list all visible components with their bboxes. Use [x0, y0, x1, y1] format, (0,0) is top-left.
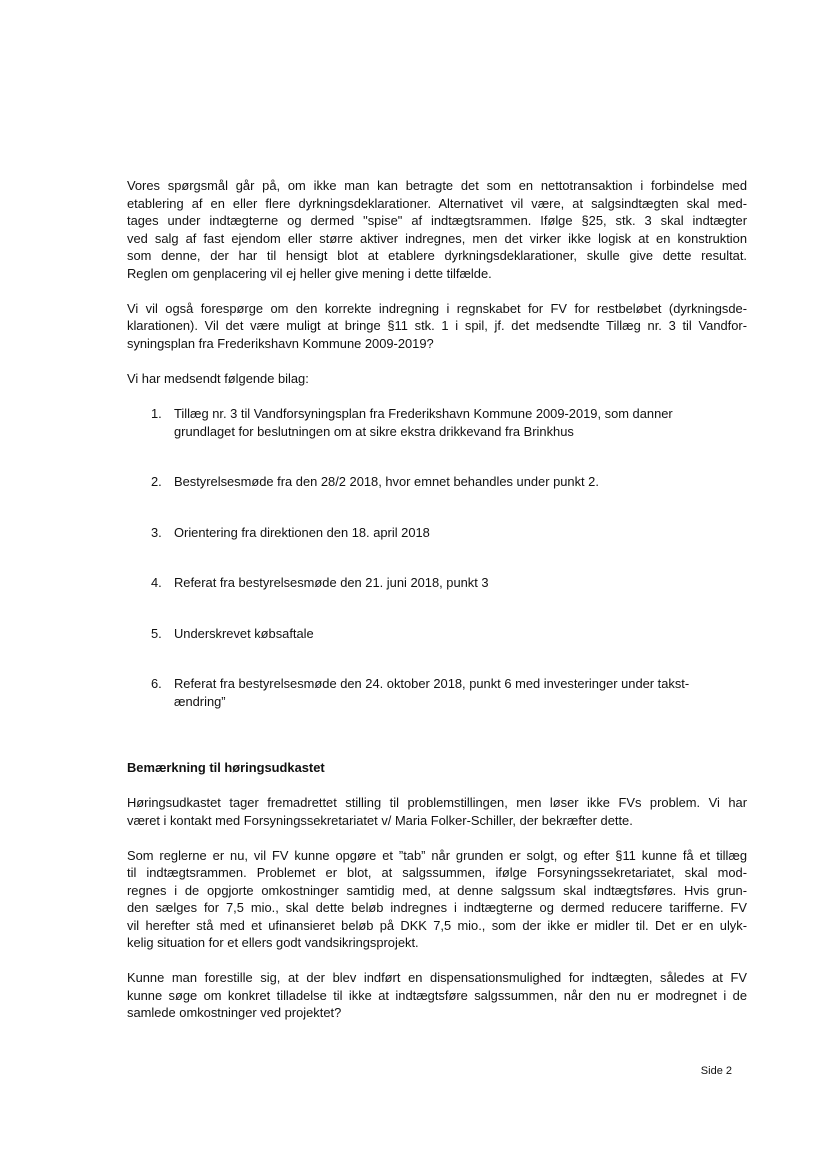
- text-line: vil herefter stå med et ufinansieret beløb på DKK 7,5 mio., som der ikke er midler til. Det er en ulyk-: [127, 917, 747, 933]
- list-item-text: Underskrevet købsaftale: [174, 625, 314, 641]
- list-item: [127, 574, 747, 592]
- list-item-text: Tillæg nr. 3 til Vandforsyningsplan fra Frederikshavn Kommune 2009-2019, som danner: [174, 406, 673, 421]
- list-number: 3.: [151, 524, 162, 540]
- list-number: 1.: [151, 406, 162, 421]
- list-item-text: ændring”: [174, 693, 226, 709]
- list-number: 5.: [151, 625, 162, 641]
- text-line: som denne, der har til hensigt blot at etablere dyrkningsdeklarationer, skulle give dette resultat.: [127, 248, 747, 263]
- paragraph-current-rules: [127, 847, 747, 952]
- text-line: etablering af en eller flere dyrkningsdeklarationer. Alternativet vil være, at salgsindtægten skal med-: [127, 195, 747, 211]
- section-heading: Bemærkning til høringsudkastet: [127, 760, 325, 775]
- list-item: [127, 473, 747, 491]
- text-line: syningsplan fra Frederikshavn Kommune 2009-2019?: [127, 335, 434, 351]
- text-line: Vi har medsendt følgende bilag:: [127, 370, 309, 386]
- text-line: kelig situation for et ellers godt vandsikringsprojekt.: [127, 935, 419, 950]
- list-item: [127, 675, 747, 710]
- text-line: til indtægtsrammen. Problemet er blot, at salgssummen, ifølge Forsyningssekretariatet, skal mod-: [127, 865, 747, 880]
- text-line: den sælges for 7,5 mio., skal dette beløb indregnes i indtægterne og dermed reducere tarifferne. FV: [127, 900, 747, 915]
- text-line: Vi vil også forespørge om den korrekte indregning i regnskabet for FV for restbeløbet (dyrkningsde-: [127, 300, 747, 316]
- text-line: kunne søge om konkret tilladelse til ikke at indtægtsføre salgssummen, når den nu er modregnet i de: [127, 987, 747, 1003]
- list-item-text: grundlaget for beslutningen om at sikre ekstra drikkevand fra Brinkhus: [174, 423, 574, 439]
- paragraph-hearing-draft: [127, 794, 747, 829]
- text-line: Som reglerne er nu, vil FV kunne opgøre et ”tab” når grunden er solgt, og efter §11 kunne få et tillæg: [127, 847, 747, 863]
- text-line: tages under indtægterne og dermed "spise" af indtægtsrammen. Ifølge §25, stk. 3 skal indtægter: [127, 213, 747, 228]
- list-item-text: Bestyrelsesmøde fra den 28/2 2018, hvor emnet behandles under punkt 2.: [174, 474, 599, 489]
- paragraph-attachments-intro: [127, 370, 747, 388]
- list-number: 6.: [151, 676, 162, 691]
- text-line: ved salg af fast ejendom eller større aktiver indregnes, men det virker ikke logisk at en konstruktion: [127, 230, 747, 246]
- paragraph-inquiry: [127, 300, 747, 353]
- paragraph-question: [127, 177, 747, 282]
- page-number: Side 2: [700, 1065, 732, 1077]
- text-line: Kunne man forestille sig, at der blev indført en dispensationsmulighed for indtægten, således at FV: [127, 970, 747, 985]
- text-line: Høringsudkastet tager fremadrettet stilling til problemstillingen, men løser ikke FVs problem. Vi har: [127, 795, 747, 810]
- page-content: [127, 177, 747, 1022]
- paragraph-dispensation: [127, 969, 747, 1022]
- list-item-text: Referat fra bestyrelsesmøde den 21. juni 2018, punkt 3: [174, 575, 489, 590]
- list-item: [127, 524, 747, 542]
- text-line: samlede omkostninger ved projektet?: [127, 1005, 342, 1020]
- list-item: [127, 405, 747, 440]
- list-item: [127, 625, 747, 643]
- list-item-text: Orientering fra direktionen den 18. april 2018: [174, 524, 430, 540]
- list-number: 4.: [151, 575, 162, 590]
- list-item-text: Referat fra bestyrelsesmøde den 24. oktober 2018, punkt 6 med investeringer under takst-: [174, 676, 690, 691]
- text-line: været i kontakt med Forsyningssekretariatet v/ Maria Folker-Schiller, der bekræfter dette.: [127, 812, 633, 828]
- text-line: Reglen om genplacering vil ej heller give mening i dette tilfælde.: [127, 265, 492, 281]
- text-line: regnes i de opgjorte omkostninger samtidig med, at denne salgssum skal indtægtsføres. Hvis grun-: [127, 882, 747, 898]
- attachment-list: [127, 405, 747, 710]
- list-number: 2.: [151, 474, 162, 489]
- text-line: klarationen). Vil det være muligt at bringe §11 stk. 1 i spil, jf. det medsendte Tillæg nr. 3 til Vandfor-: [127, 318, 747, 333]
- text-line: Vores spørgsmål går på, om ikke man kan betragte det som en nettotransaktion i forbindelse med: [127, 178, 747, 193]
